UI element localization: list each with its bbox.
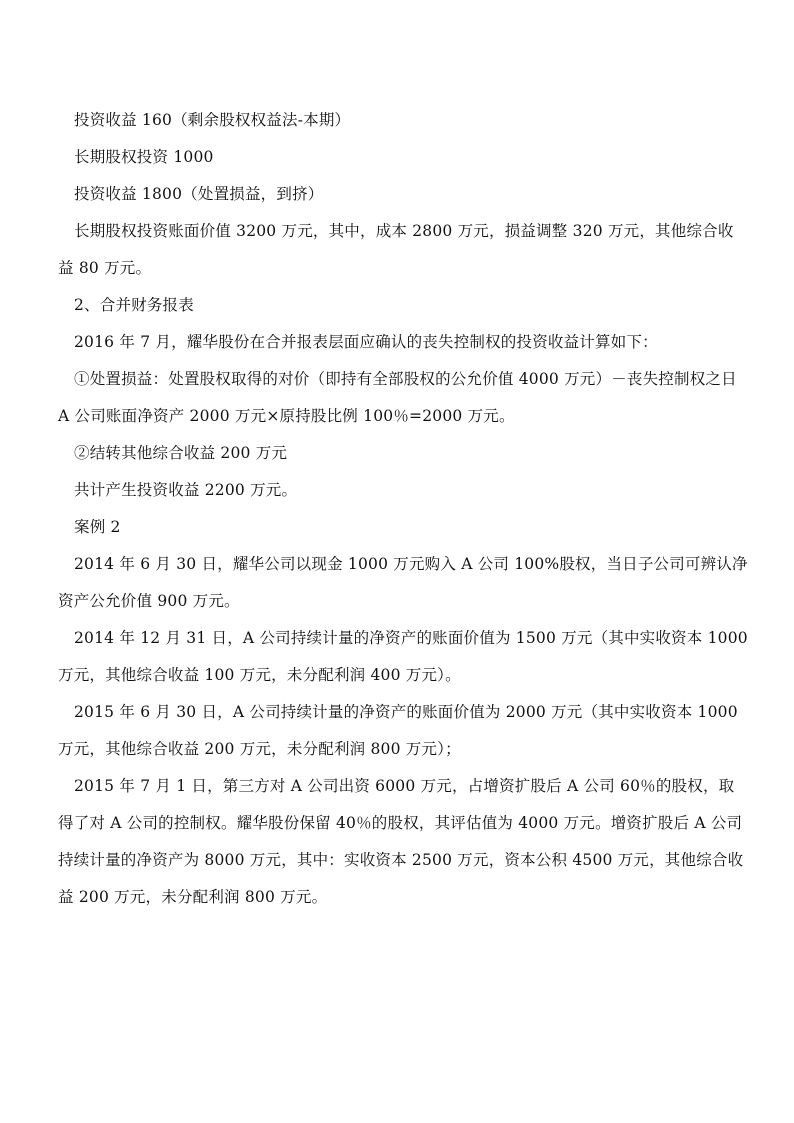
paragraph-2015-july-capital-increase: 2015 年 7 月 1 日，第三方对 A 公司出资 6000 万元，占增资扩股后 A 公司 60％的股权，取得了对 A 公司的控制权。耀华股份保留 40％的股权，其评估值为 4000 万元。增资扩股后 A 公司持续计量的净资产为 8000 万元，其中：实收资本 2500 万元，资本公积 4500 万元，其他综合收益 200 万元，未分配利润 800 万元。 <box>58 777 744 906</box>
paragraph-2014-june-acquisition: 2014 年 6 月 30 日，耀华公司以现金 1000 万元购入 A 公司 100%股权，当日子公司可辨认净资产公允价值 900 万元。 <box>58 555 748 610</box>
case-heading: 案例 2 <box>74 518 121 536</box>
paragraph-investment-income-160: 投资收益 160（剩余股权权益法-本期） <box>74 111 351 129</box>
paragraph-2015-june-net-assets: 2015 年 6 月 30 日，A 公司持续计量的净资产的账面价值为 2000 万元（其中实收资本 1000 万元，其他综合收益 200 万元，未分配利润 800 万元）； <box>58 703 738 758</box>
paragraph-book-value-3200: 长期股权投资账面价值 3200 万元，其中，成本 2800 万元，损益调整 320 万元，其他综合收益 80 万元。 <box>58 222 734 277</box>
paragraph-2016-july-calculation: 2016 年 7 月，耀华股份在合并报表层面应确认的丧失控制权的投资收益计算如下： <box>74 333 658 351</box>
paragraph-oci-transfer: ②结转其他综合收益 200 万元 <box>74 444 288 462</box>
document-body <box>58 102 748 916</box>
paragraph-investment-income-1800: 投资收益 1800（处置损益，到挤） <box>74 185 324 203</box>
section-heading-consolidated-statements: 2、合并财务报表 <box>74 296 194 314</box>
paragraph-total-investment-income: 共计产生投资收益 2200 万元。 <box>74 481 298 499</box>
paragraph-long-term-equity-1000: 长期股权投资 1000 <box>74 148 214 166</box>
paragraph-disposal-gain: ①处置损益：处置股权取得的对价（即持有全部股权的公允价值 4000 万元）－丧失控制权之日 A 公司账面净资产 2000 万元×原持股比例 100％=2000 万元。 <box>58 370 737 425</box>
paragraph-2014-dec-net-assets: 2014 年 12 月 31 日，A 公司持续计量的净资产的账面价值为 1500 万元（其中实收资本 1000 万元，其他综合收益 100 万元，未分配利润 400 万元）。 <box>58 629 748 684</box>
